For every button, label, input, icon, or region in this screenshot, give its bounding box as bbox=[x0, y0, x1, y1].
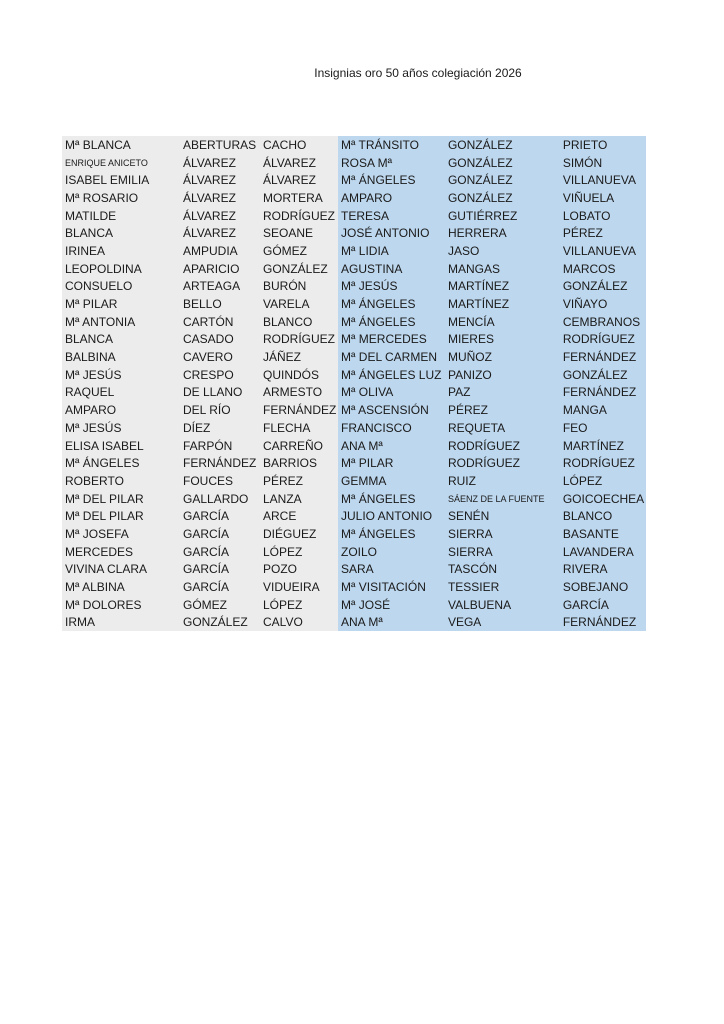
first-surname-cell: TESSIER bbox=[447, 580, 500, 595]
roster-row bbox=[338, 207, 646, 225]
roster-row bbox=[62, 189, 338, 207]
given-name-cell: SARA bbox=[341, 562, 374, 577]
given-name-cell: Mª DEL PILAR bbox=[65, 509, 144, 524]
given-name-cell: TERESA bbox=[341, 208, 390, 223]
second-surname-cell: SOBEJANO bbox=[562, 580, 629, 595]
given-name-cell: Mª JOSÉ bbox=[341, 597, 391, 612]
given-name-cell: Mª TRÁNSITO bbox=[341, 137, 420, 152]
second-surname-cell: ARCE bbox=[263, 509, 297, 524]
roster-row bbox=[62, 154, 338, 172]
first-surname-cell: HERRERA bbox=[447, 226, 507, 241]
second-surname-cell: CACHO bbox=[263, 137, 307, 152]
given-name-cell: Mª JESÚS bbox=[65, 367, 122, 382]
second-surname-cell: VIÑAYO bbox=[562, 297, 608, 312]
roster-row bbox=[62, 224, 338, 242]
first-surname-cell: FERNÁNDEZ bbox=[183, 456, 257, 471]
given-name-cell: BALBINA bbox=[65, 350, 116, 365]
roster-row bbox=[338, 295, 646, 313]
first-surname-cell: TASCÓN bbox=[447, 562, 498, 577]
first-surname-cell: CASADO bbox=[183, 332, 234, 347]
first-surname-cell: FOUCES bbox=[183, 473, 234, 488]
roster-row bbox=[62, 313, 338, 331]
second-surname-cell: BARRIOS bbox=[263, 456, 318, 471]
second-surname-cell: ÁLVAREZ bbox=[263, 173, 316, 188]
first-surname-cell: GONZÁLEZ bbox=[447, 173, 513, 188]
roster-row bbox=[62, 295, 338, 313]
given-name-cell: Mª MERCEDES bbox=[341, 332, 427, 347]
roster-row bbox=[62, 437, 338, 455]
second-surname-cell: FEO bbox=[562, 420, 588, 435]
roster-row bbox=[338, 171, 646, 189]
given-name-cell: LEOPOLDINA bbox=[65, 261, 142, 276]
second-surname-cell: GÓMEZ bbox=[263, 243, 307, 258]
first-surname-cell: SIERRA bbox=[447, 526, 493, 541]
roster-row bbox=[338, 224, 646, 242]
roster-row bbox=[62, 136, 338, 154]
first-surname-cell: ÁLVAREZ bbox=[183, 190, 236, 205]
roster-row bbox=[338, 348, 646, 366]
given-name-cell: Mª PILAR bbox=[65, 297, 118, 312]
first-surname-cell: MARTÍNEZ bbox=[447, 297, 510, 312]
roster-row bbox=[338, 525, 646, 543]
given-name-cell: IRINEA bbox=[65, 243, 106, 258]
second-surname-cell: FLECHA bbox=[263, 420, 311, 435]
second-surname-cell: VILLANUEVA bbox=[562, 243, 636, 258]
first-surname-cell: RODRÍGUEZ bbox=[447, 456, 520, 471]
roster-row bbox=[338, 366, 646, 384]
roster-row bbox=[62, 525, 338, 543]
given-name-cell: MATILDE bbox=[65, 208, 117, 223]
given-name-cell: Mª ROSARIO bbox=[65, 190, 139, 205]
given-name-cell: Mª ÁNGELES bbox=[341, 173, 416, 188]
second-surname-cell: LÓPEZ bbox=[263, 544, 303, 559]
second-surname-cell: LÓPEZ bbox=[562, 473, 603, 488]
second-surname-cell: ÁLVAREZ bbox=[263, 155, 316, 170]
first-surname-cell: GONZÁLEZ bbox=[447, 190, 513, 205]
roster-row bbox=[62, 472, 338, 490]
first-surname-cell: ARTEAGA bbox=[183, 279, 241, 294]
given-name-cell: Mª DOLORES bbox=[65, 597, 142, 612]
given-name-cell: Mª ASCENSIÓN bbox=[341, 403, 429, 418]
first-surname-cell: MANGAS bbox=[447, 261, 500, 276]
first-surname-cell: GALLARDO bbox=[183, 491, 249, 506]
first-surname-cell: VALBUENA bbox=[447, 597, 512, 612]
first-surname-cell: PANIZO bbox=[447, 367, 492, 382]
second-surname-cell: RODRÍGUEZ bbox=[562, 332, 635, 347]
roster-row bbox=[338, 419, 646, 437]
given-name-cell: Mª ÁNGELES bbox=[341, 491, 416, 506]
second-surname-cell: MANGA bbox=[562, 403, 607, 418]
given-name-cell: ROBERTO bbox=[65, 473, 124, 488]
second-surname-cell: VIÑUELA bbox=[562, 190, 615, 205]
first-surname-cell: RODRÍGUEZ bbox=[447, 438, 520, 453]
page-title: Insignias oro 50 años colegiación 2026 bbox=[314, 66, 522, 80]
roster-row bbox=[338, 507, 646, 525]
first-surname-cell: GARCÍA bbox=[183, 509, 230, 524]
given-name-cell: AMPARO bbox=[341, 190, 393, 205]
given-name-cell: Mª ÁNGELES bbox=[341, 297, 416, 312]
roster-row bbox=[338, 136, 646, 154]
second-surname-cell: FERNÁNDEZ bbox=[562, 615, 637, 630]
second-surname-cell: BASANTE bbox=[562, 526, 619, 541]
second-surname-cell: FERNÁNDEZ bbox=[562, 350, 637, 365]
second-surname-cell: JÁÑEZ bbox=[263, 350, 302, 365]
second-surname-cell: GOICOECHEA bbox=[562, 491, 645, 506]
given-name-cell: CONSUELO bbox=[65, 279, 133, 294]
first-surname-cell: BELLO bbox=[183, 297, 222, 312]
first-surname-cell: CRESPO bbox=[183, 367, 234, 382]
first-surname-cell: GONZÁLEZ bbox=[447, 137, 513, 152]
roster-right-block bbox=[338, 136, 646, 631]
given-name-cell: Mª ANTONIA bbox=[65, 314, 136, 329]
roster-row bbox=[338, 278, 646, 296]
second-surname-cell: GARCÍA bbox=[562, 597, 609, 612]
first-surname-cell: JASO bbox=[447, 243, 480, 258]
second-surname-cell: POZO bbox=[263, 562, 298, 577]
second-surname-cell: MARTÍNEZ bbox=[562, 438, 624, 453]
first-surname-cell: GÓMEZ bbox=[183, 597, 227, 612]
second-surname-cell: SEOANE bbox=[263, 226, 314, 241]
roster-row bbox=[62, 331, 338, 349]
given-name-cell: Mª OLIVA bbox=[341, 385, 394, 400]
roster-row bbox=[338, 384, 646, 402]
second-surname-cell: BLANCO bbox=[263, 314, 313, 329]
roster-row bbox=[338, 401, 646, 419]
given-name-cell: ZOILO bbox=[341, 544, 378, 559]
given-name-cell: IRMA bbox=[65, 615, 95, 630]
given-name-cell: Mª JOSEFA bbox=[65, 526, 129, 541]
given-name-cell: Mª ÁNGELES bbox=[341, 314, 416, 329]
roster-row bbox=[62, 490, 338, 508]
first-surname-cell: ÁLVAREZ bbox=[183, 173, 236, 188]
given-name-cell: BLANCA bbox=[65, 332, 114, 347]
second-surname-cell: RODRÍGUEZ bbox=[263, 208, 335, 223]
second-surname-cell: GONZÁLEZ bbox=[263, 261, 328, 276]
roster-row bbox=[338, 490, 646, 508]
roster-row bbox=[338, 561, 646, 579]
second-surname-cell: VILLANUEVA bbox=[562, 173, 636, 188]
second-surname-cell: RODRÍGUEZ bbox=[263, 332, 335, 347]
given-name-cell: AGUSTINA bbox=[341, 261, 403, 276]
roster-row bbox=[338, 454, 646, 472]
second-surname-cell: VIDUEIRA bbox=[263, 580, 320, 595]
given-name-cell: RAQUEL bbox=[65, 385, 115, 400]
given-name-cell: MERCEDES bbox=[65, 544, 134, 559]
first-surname-cell: FARPÓN bbox=[183, 438, 233, 453]
second-surname-cell: PRIETO bbox=[562, 137, 608, 152]
given-name-cell: Mª JESÚS bbox=[65, 420, 122, 435]
given-name-cell: FRANCISCO bbox=[341, 420, 412, 435]
second-surname-cell: MORTERA bbox=[263, 190, 323, 205]
first-surname-cell: ÁLVAREZ bbox=[183, 208, 236, 223]
second-surname-cell: CARREÑO bbox=[263, 438, 324, 453]
first-surname-cell: ÁLVAREZ bbox=[183, 226, 236, 241]
second-surname-cell: QUINDÓS bbox=[263, 367, 320, 382]
second-surname-cell: LAVANDERA bbox=[562, 544, 634, 559]
given-name-cell: ROSA Mª bbox=[341, 155, 393, 170]
first-surname-cell: GONZÁLEZ bbox=[183, 615, 248, 630]
roster-row bbox=[62, 366, 338, 384]
given-name-cell: ANA Mª bbox=[341, 615, 383, 630]
first-surname-cell: MIERES bbox=[447, 332, 494, 347]
roster-row bbox=[62, 348, 338, 366]
first-surname-cell: GUTIÉRREZ bbox=[447, 208, 518, 223]
roster-row bbox=[338, 596, 646, 614]
given-name-cell: Mª ALBINA bbox=[65, 580, 125, 595]
second-surname-cell: ARMESTO bbox=[263, 385, 323, 400]
second-surname-cell: RIVERA bbox=[562, 562, 608, 577]
roster-row bbox=[62, 561, 338, 579]
roster-row bbox=[62, 578, 338, 596]
roster-row bbox=[62, 419, 338, 437]
given-name-cell: VIVINA CLARA bbox=[65, 562, 148, 577]
first-surname-cell: AMPUDIA bbox=[183, 243, 238, 258]
first-surname-cell: RUIZ bbox=[447, 473, 476, 488]
roster-row bbox=[62, 384, 338, 402]
given-name-cell: Mª ÁNGELES bbox=[65, 456, 140, 471]
first-surname-cell: DÍEZ bbox=[183, 420, 211, 435]
given-name-cell: Mª DEL PILAR bbox=[65, 491, 144, 506]
first-surname-cell: GARCÍA bbox=[183, 544, 230, 559]
first-surname-cell: SÁENZ DE LA FUENTE bbox=[447, 493, 545, 504]
given-name-cell: Mª JESÚS bbox=[341, 279, 398, 294]
roster-row bbox=[62, 614, 338, 632]
roster-row bbox=[338, 313, 646, 331]
second-surname-cell: CALVO bbox=[263, 615, 303, 630]
first-surname-cell: DE LLANO bbox=[183, 385, 243, 400]
first-surname-cell: REQUETA bbox=[447, 420, 506, 435]
roster-row bbox=[338, 260, 646, 278]
first-surname-cell: VEGA bbox=[447, 615, 482, 630]
roster-row bbox=[62, 543, 338, 561]
honoree-roster bbox=[62, 136, 646, 631]
first-surname-cell: DEL RÍO bbox=[183, 403, 231, 418]
given-name-cell: Mª LIDIA bbox=[341, 243, 389, 258]
roster-row bbox=[338, 154, 646, 172]
second-surname-cell: FERNÁNDEZ bbox=[263, 403, 337, 418]
given-name-cell: JULIO ANTONIO bbox=[341, 509, 433, 524]
second-surname-cell: RODRÍGUEZ bbox=[562, 456, 635, 471]
roster-row bbox=[338, 578, 646, 596]
roster-row bbox=[338, 331, 646, 349]
second-surname-cell: LÓPEZ bbox=[263, 597, 303, 612]
second-surname-cell: GONZÁLEZ bbox=[562, 367, 628, 382]
given-name-cell: AMPARO bbox=[65, 403, 117, 418]
first-surname-cell: ABERTURAS bbox=[183, 137, 257, 152]
roster-row bbox=[338, 437, 646, 455]
first-surname-cell: APARICIO bbox=[183, 261, 240, 276]
second-surname-cell: GONZÁLEZ bbox=[562, 279, 628, 294]
given-name-cell: Mª VISITACIÓN bbox=[341, 580, 426, 595]
second-surname-cell: DIÉGUEZ bbox=[263, 526, 317, 541]
first-surname-cell: SENÉN bbox=[447, 509, 490, 524]
given-name-cell: ELISA ISABEL bbox=[65, 438, 144, 453]
given-name-cell: ANA Mª bbox=[341, 438, 383, 453]
roster-row bbox=[62, 207, 338, 225]
second-surname-cell: CEMBRANOS bbox=[562, 314, 641, 329]
first-surname-cell: PÉREZ bbox=[447, 403, 488, 418]
roster-left-block bbox=[62, 136, 338, 631]
given-name-cell: Mª ÁNGELES LUZ bbox=[341, 367, 442, 382]
first-surname-cell: SIERRA bbox=[447, 544, 493, 559]
roster-row bbox=[62, 401, 338, 419]
roster-row bbox=[338, 614, 646, 632]
given-name-cell: ENRIQUE ANICETO bbox=[65, 157, 148, 168]
first-surname-cell: CARTÓN bbox=[183, 314, 234, 329]
first-surname-cell: GARCÍA bbox=[183, 580, 230, 595]
roster-row bbox=[62, 171, 338, 189]
second-surname-cell: MARCOS bbox=[562, 261, 616, 276]
roster-row bbox=[62, 596, 338, 614]
first-surname-cell: MARTÍNEZ bbox=[447, 279, 510, 294]
roster-row bbox=[338, 472, 646, 490]
roster-row bbox=[62, 454, 338, 472]
given-name-cell: Mª PILAR bbox=[341, 456, 394, 471]
given-name-cell: Mª BLANCA bbox=[65, 137, 131, 152]
first-surname-cell: MENCÍA bbox=[447, 314, 495, 329]
given-name-cell: JOSÉ ANTONIO bbox=[341, 226, 430, 241]
second-surname-cell: FERNÁNDEZ bbox=[562, 385, 637, 400]
given-name-cell: Mª ÁNGELES bbox=[341, 526, 416, 541]
second-surname-cell: PÉREZ bbox=[562, 226, 603, 241]
given-name-cell: ISABEL EMILIA bbox=[65, 173, 150, 188]
first-surname-cell: GARCÍA bbox=[183, 562, 230, 577]
given-name-cell: BLANCA bbox=[65, 226, 114, 241]
first-surname-cell: ÁLVAREZ bbox=[183, 155, 236, 170]
second-surname-cell: LANZA bbox=[263, 491, 302, 506]
second-surname-cell: BLANCO bbox=[562, 509, 613, 524]
first-surname-cell: PAZ bbox=[447, 385, 471, 400]
roster-row bbox=[338, 543, 646, 561]
second-surname-cell: VARELA bbox=[263, 297, 310, 312]
second-surname-cell: PÉREZ bbox=[263, 473, 304, 488]
first-surname-cell: CAVERO bbox=[183, 350, 233, 365]
roster-row bbox=[62, 242, 338, 260]
second-surname-cell: BURÓN bbox=[263, 279, 307, 294]
first-surname-cell: GARCÍA bbox=[183, 526, 230, 541]
first-surname-cell: GONZÁLEZ bbox=[447, 155, 513, 170]
roster-row bbox=[338, 189, 646, 207]
second-surname-cell: SIMÓN bbox=[562, 155, 603, 170]
roster-row bbox=[62, 507, 338, 525]
roster-row bbox=[62, 260, 338, 278]
second-surname-cell: LOBATO bbox=[562, 208, 611, 223]
first-surname-cell: MUÑOZ bbox=[447, 350, 492, 365]
given-name-cell: Mª DEL CARMEN bbox=[341, 350, 438, 365]
roster-row bbox=[62, 278, 338, 296]
roster-row bbox=[338, 242, 646, 260]
given-name-cell: GEMMA bbox=[341, 473, 387, 488]
